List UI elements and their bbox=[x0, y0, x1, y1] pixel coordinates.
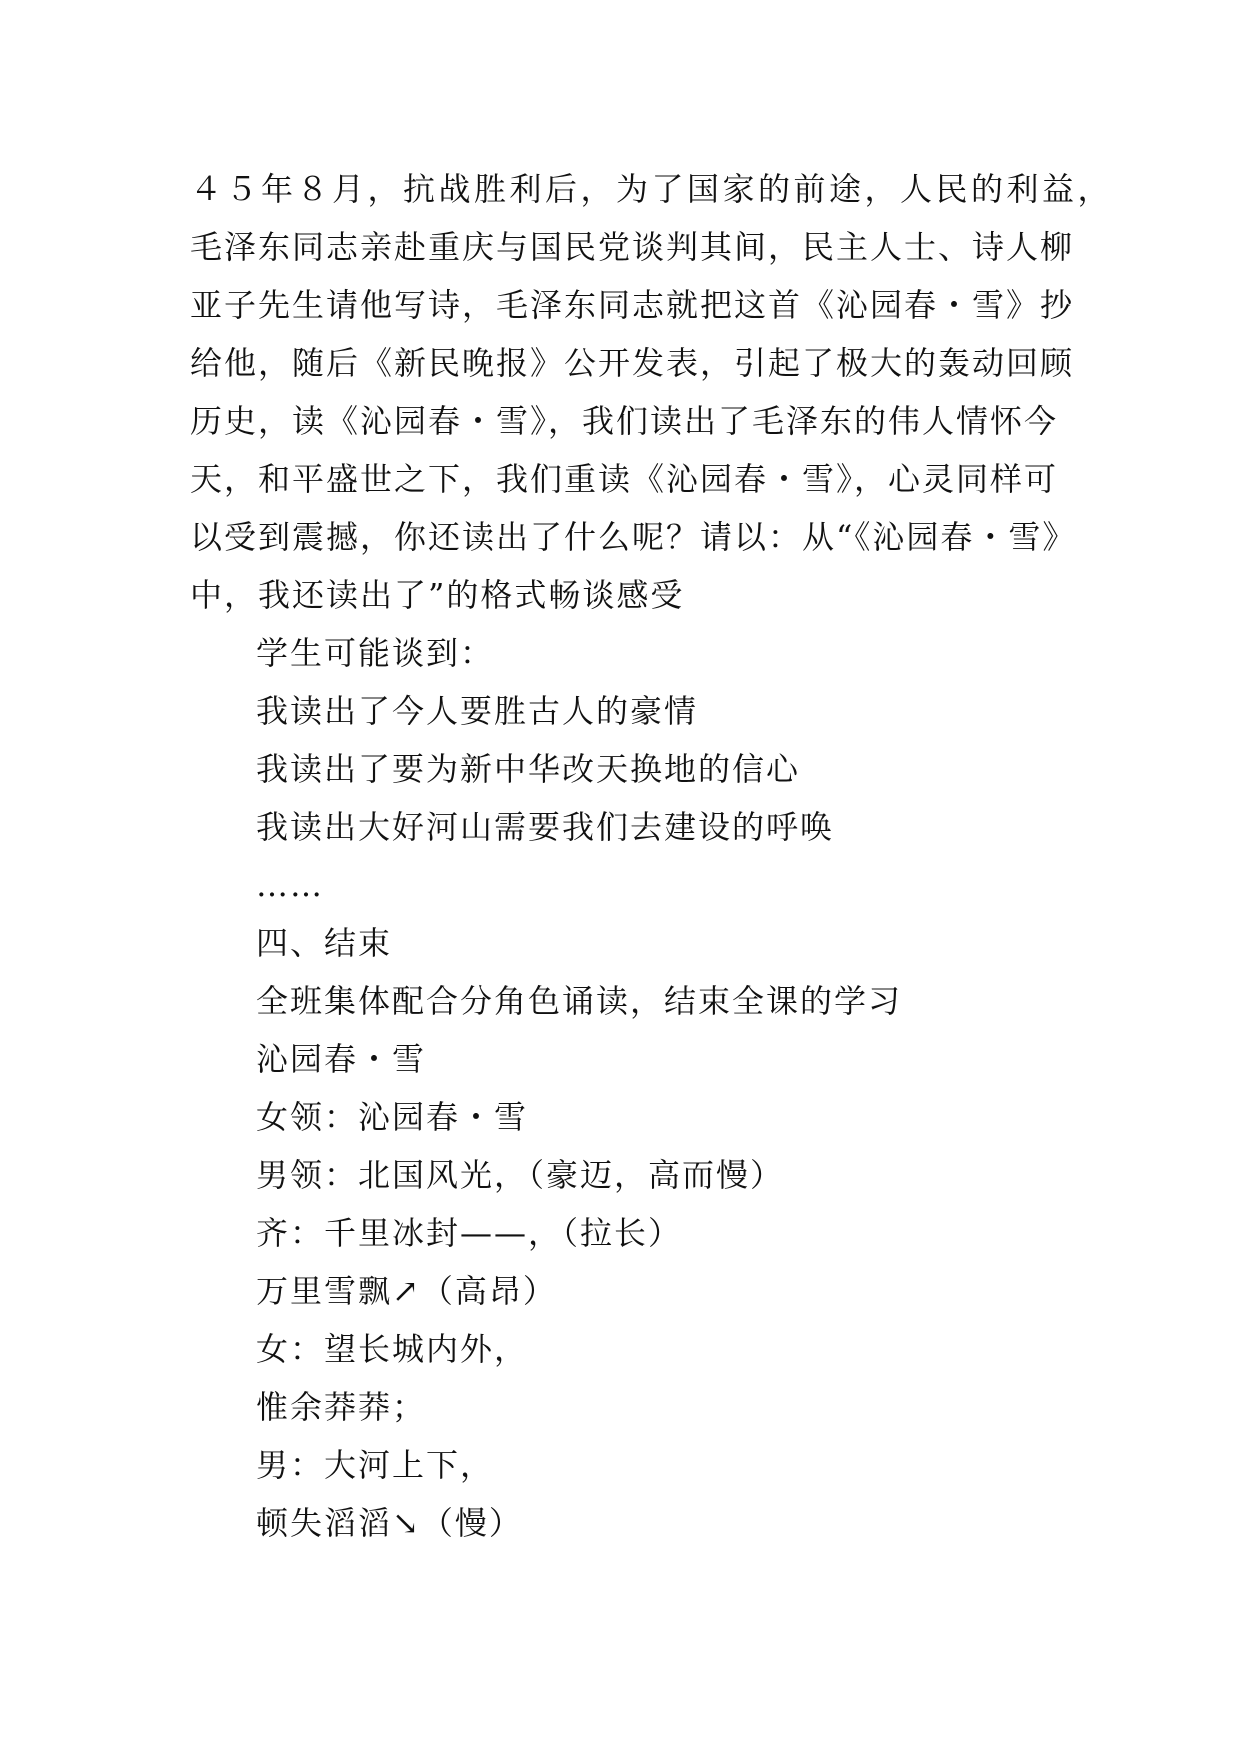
text-line: 全班集体配合分角色诵读，结束全课的学习 bbox=[256, 982, 903, 1020]
poem-line: 男：大河上下， bbox=[256, 1446, 495, 1484]
text-line: 学生可能谈到： bbox=[256, 634, 495, 672]
intro-paragraph bbox=[190, 160, 1114, 624]
poem-title: 沁园春・雪 bbox=[256, 1040, 427, 1078]
paragraph-line: 历史，读《沁园春・雪》，我们读出了毛泽东的伟人情怀今 bbox=[190, 402, 1059, 440]
poem-line: 惟余莽莽； bbox=[256, 1388, 427, 1426]
poem-line: 万里雪飘↗（高昂） bbox=[256, 1272, 557, 1310]
recitation-section bbox=[256, 624, 1056, 1552]
poem-line: 女：望长城内外， bbox=[256, 1330, 529, 1368]
paragraph-line: ４５年８月，抗战胜利后，为了国家的前途，人民的利益， bbox=[190, 170, 1114, 208]
text-line: 我读出大好河山需要我们去建设的呼唤 bbox=[256, 808, 835, 846]
text-line: 我读出了要为新中华改天换地的信心 bbox=[256, 750, 801, 788]
poem-line: 齐：千里冰封——，（拉长） bbox=[256, 1214, 683, 1252]
paragraph-line: 给他，随后《新民晚报》公开发表，引起了极大的轰动回顾 bbox=[190, 344, 1075, 382]
paragraph-line: 天，和平盛世之下，我们重读《沁园春・雪》，心灵同样可 bbox=[190, 460, 1059, 498]
paragraph-line: 以受到震撼，你还读出了什么呢？请以：从“《沁园春・雪》 bbox=[190, 518, 1077, 556]
poem-line: 男领：北国风光，（豪迈，高而慢） bbox=[256, 1156, 785, 1194]
paragraph-line: 亚子先生请他写诗，毛泽东同志就把这首《沁园春・雪》抄 bbox=[190, 286, 1075, 324]
poem-line: 顿失滔滔↘（慢） bbox=[256, 1504, 523, 1542]
ellipsis: …… bbox=[256, 866, 324, 904]
text-line: 我读出了今人要胜古人的豪情 bbox=[256, 692, 699, 730]
section-heading: 四、结束 bbox=[256, 924, 393, 962]
paragraph-line: 毛泽东同志亲赴重庆与国民党谈判其间，民主人士、诗人柳 bbox=[190, 228, 1075, 266]
paragraph-line: 中，我还读出了”的格式畅谈感受 bbox=[190, 576, 685, 614]
poem-line: 女领：沁园春・雪 bbox=[256, 1098, 529, 1136]
